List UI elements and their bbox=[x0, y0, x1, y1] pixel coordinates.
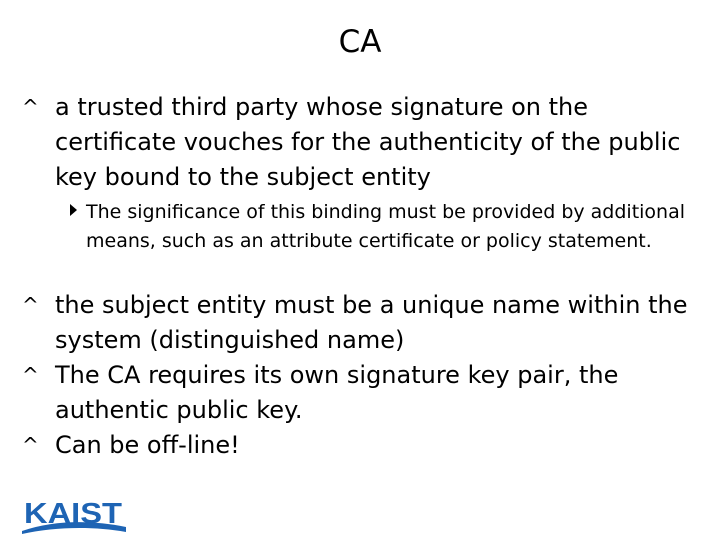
bullet-text: a trusted third party whose signature on the certificate vouches for the authenticity of the public key bound to the subject entity bbox=[55, 93, 681, 191]
logo-text: KAIST bbox=[24, 498, 123, 530]
bullet-marker: ^ bbox=[22, 293, 39, 317]
slide-title: CA bbox=[338, 24, 382, 60]
triangle-right-icon bbox=[70, 204, 77, 216]
bullet-text: The CA requires its own signature key pair, the authentic public key. bbox=[55, 361, 619, 424]
bullet-marker: ^ bbox=[22, 95, 39, 119]
kaist-logo bbox=[20, 496, 128, 536]
bullet-marker: ^ bbox=[22, 363, 39, 387]
sub-bullet-text: The significance of this binding must be provided by additional means, such as an attribute certificate or policy statement. bbox=[86, 201, 686, 252]
bullet-marker: ^ bbox=[22, 433, 39, 457]
bullet-text: Can be off-line! bbox=[55, 431, 240, 459]
bullet-text: the subject entity must be a unique name within the system (distinguished name) bbox=[55, 291, 688, 354]
